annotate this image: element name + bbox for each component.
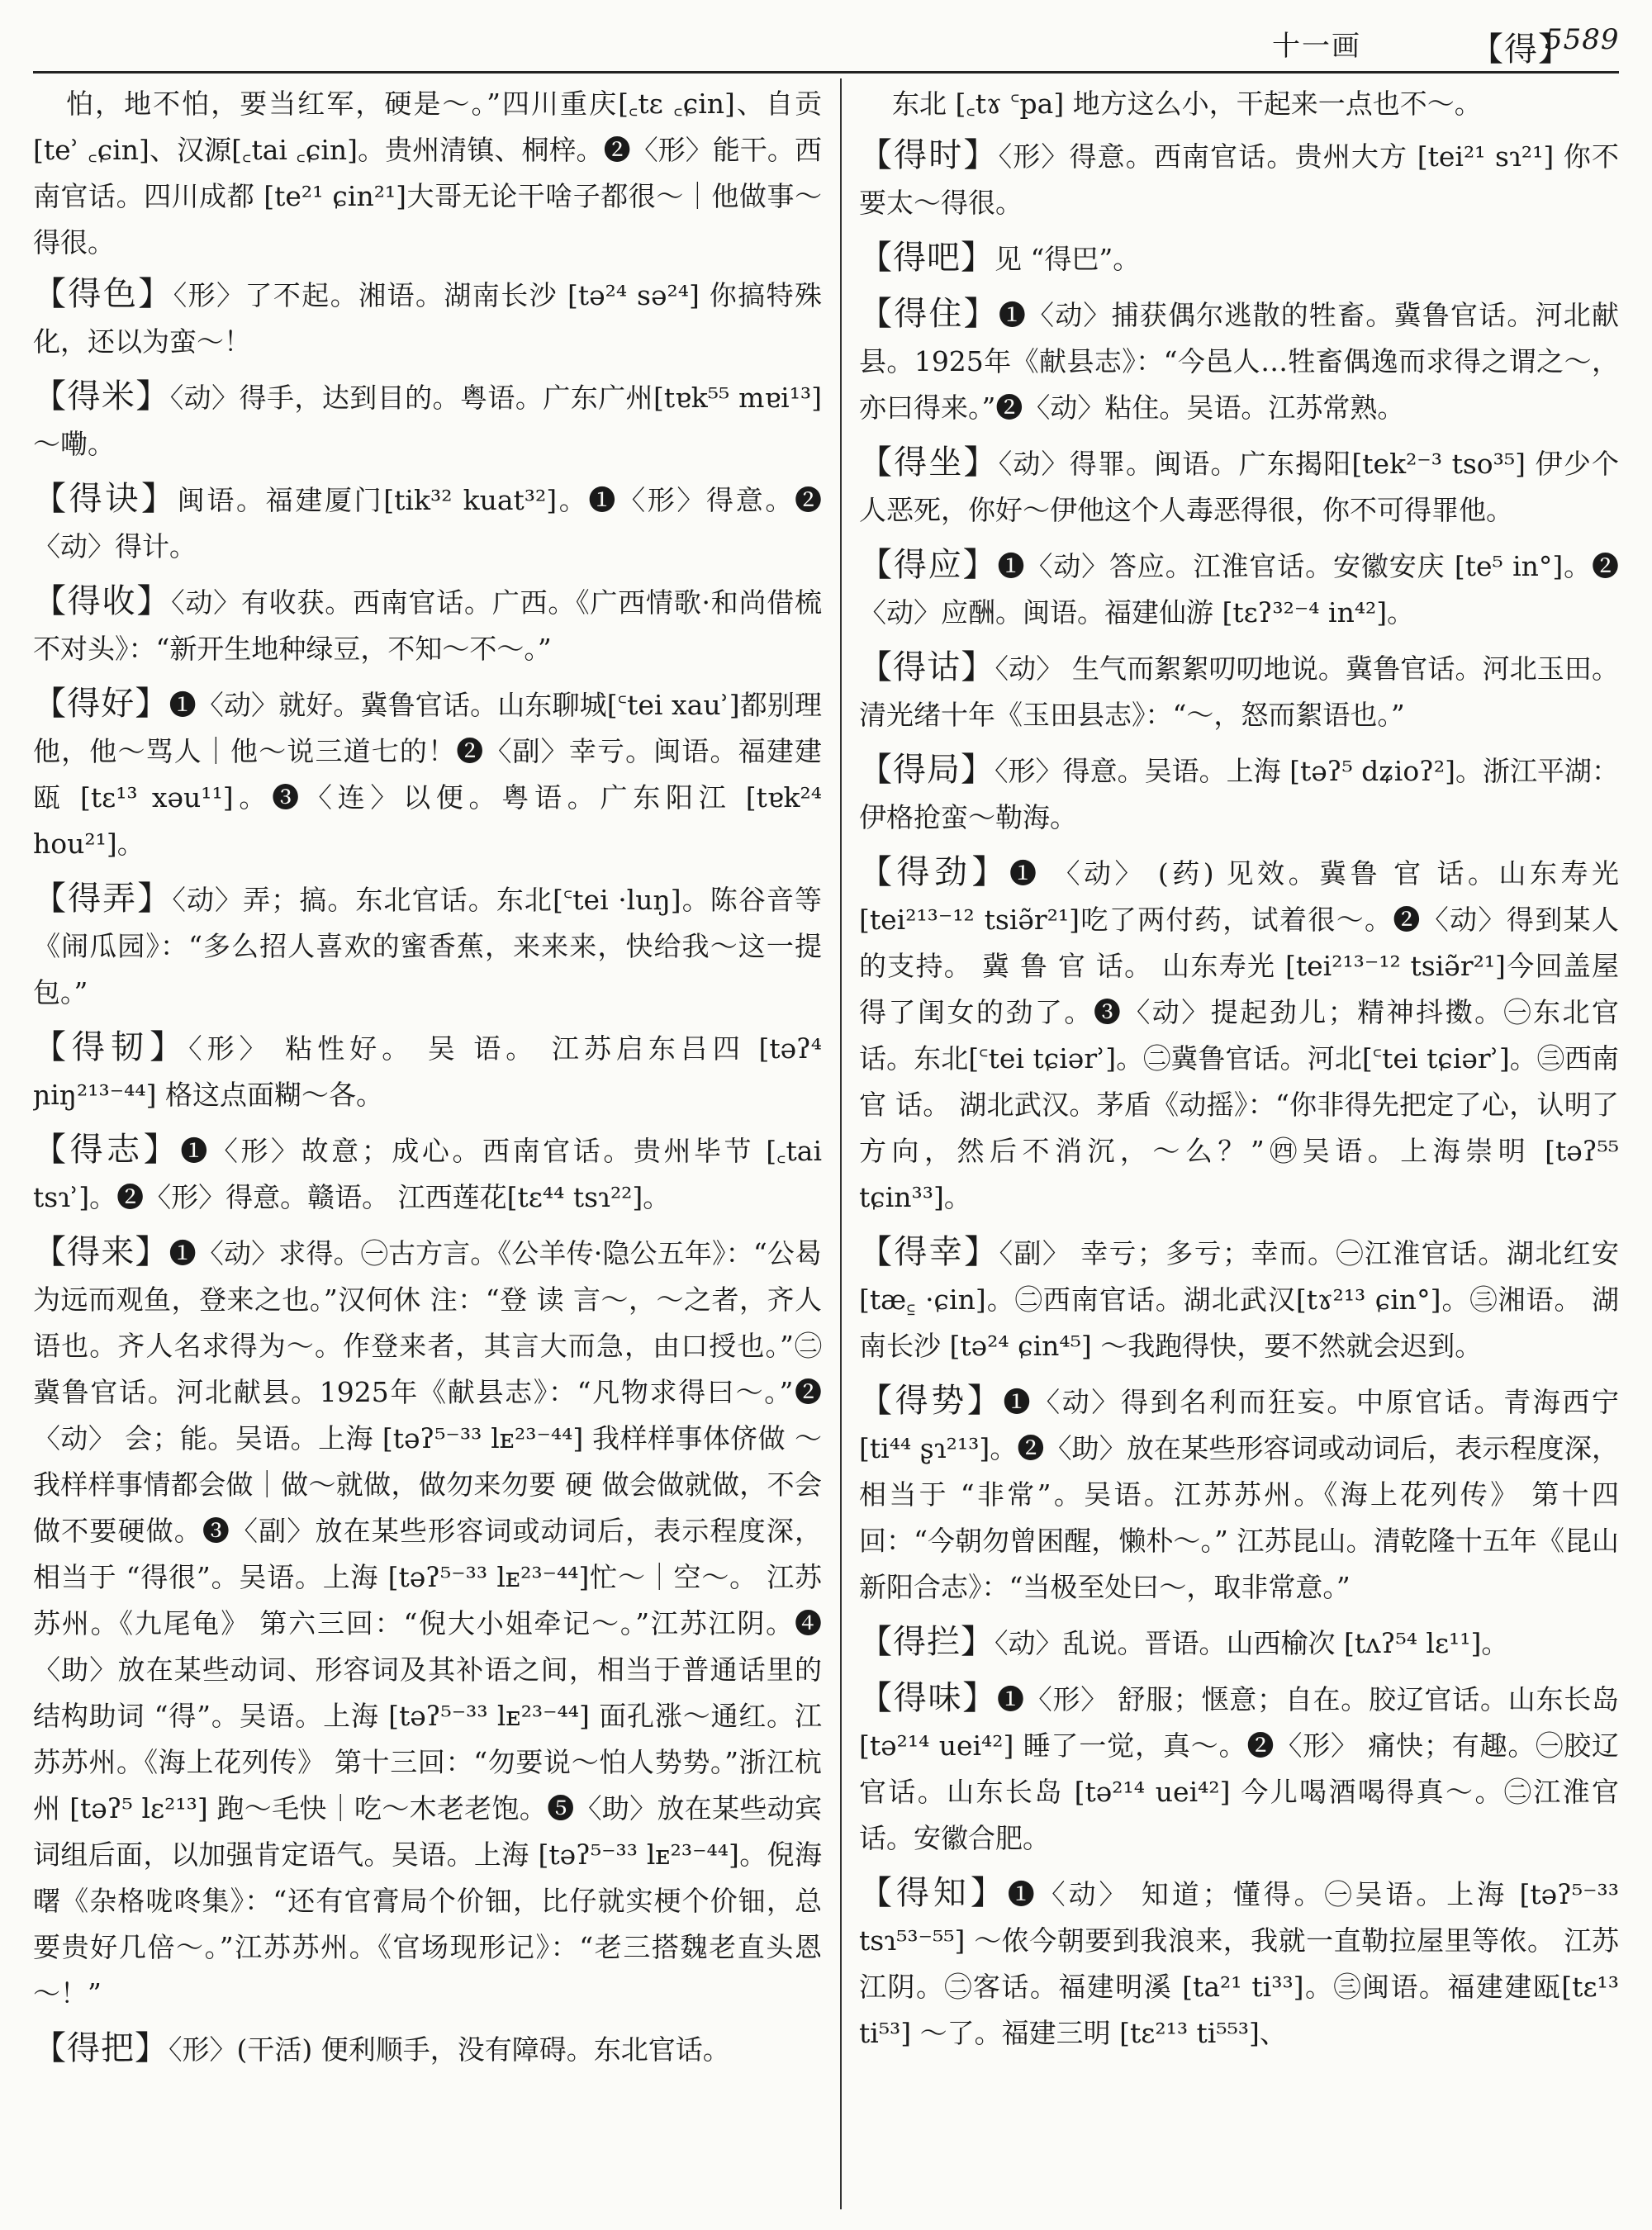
entry-headword: 【 得坐 】: [859, 444, 999, 482]
entry-headword: 【 得来 】: [33, 1233, 169, 1271]
dictionary-entry: [859, 132, 1619, 226]
entry-definition: ❶〈形〉故意；成心。西南官话。贵州毕节 [꜀tai tsɿʾ]。❷〈形〉得意。赣语。 江西莲花[tɛ⁴⁴ tsɿ²²]。: [33, 1135, 822, 1213]
dictionary-entry: [859, 1675, 1619, 1862]
entry-headword: 【 得志 】: [33, 1131, 180, 1169]
dictionary-entry: [859, 291, 1619, 431]
entry-definition: 〈形〉了不起。湘语。湖南长沙 [tə²⁴ sə²⁴] 你搞特殊化，还以为蛮～！: [33, 279, 822, 358]
entry-headword: 【 得收 】: [33, 582, 171, 620]
entry-headword: 【 得韧 】: [33, 1028, 188, 1066]
entry-definition: 〈动〉有收获。西南官话。广西。《广西情歌·和尚借梳不对头》：“新开生地种绿豆，不知～不～。”: [33, 586, 822, 665]
entry-definition: 〈副〉 幸亏；多亏；幸而。㊀江淮官话。湖北红安[tæ꜁ ·ɕin]。㊁西南官话。湖北武汉[tɤ²¹³ ɕin°]。㊂湘语。 湖南长沙 [tə²⁴ ɕin⁴⁵] ～我跑得快，要不然就会迟到。: [859, 1237, 1619, 1362]
entry-headword: 【 得拦 】: [859, 1623, 995, 1661]
entry-headword: 【 得住 】: [859, 295, 999, 333]
dictionary-entry: [859, 1619, 1619, 1667]
dictionary-entry: [33, 1024, 822, 1118]
dictionary-entry: [33, 1127, 822, 1221]
dictionary-entry: [33, 1229, 822, 2017]
dictionary-entry: [33, 271, 822, 365]
dictionary-entry: [33, 681, 822, 867]
entry-definition: 〈动〉弄；搞。东北官话。东北[꜂tei ·luŋ]。陈谷音等《闹瓜园》：“多么招人喜欢的蜜香蕉，来来来，快给我～这一提包。”: [33, 884, 822, 1008]
entry-headword: 【 得把 】: [33, 2029, 169, 2067]
dictionary-entry: [33, 578, 822, 672]
entry-definition: ❶〈动〉就好。冀鲁官话。山东聊城[꜂tei xauʾ]都别理他，他～骂人｜他～说三道七的！❷〈副〉幸亏。闽语。福建建瓯 [tɛ¹³ xəu¹¹]。❸〈连〉以便。粤语。广东阳江 [tɐk²⁴ hou²¹]。: [33, 689, 822, 860]
entry-list: [33, 271, 822, 2073]
entry-headword: 【 得知 】: [859, 1874, 1008, 1912]
entry-headword: 【 得味 】: [859, 1679, 997, 1717]
entry-definition: ❶〈形〉 舒服；惬意；自在。胶辽官话。山东长岛 [tə²¹⁴ uei⁴²] 睡了一觉，真～。❷〈形〉 痛快；有趣。㊀胶辽官话。山东长岛 [tə²¹⁴ uei⁴²] 今儿喝酒喝得真～。㊁江淮官话。安徽合肥。: [859, 1683, 1619, 1854]
continuation-text: 怕，地不怕，要当红军，硬是～。”四川重庆[꜀tɛ ꜀ɕin]、自贡[teʾ ꜀ɕin]、汉源[꜀tai ꜀ɕin]。贵州清镇、桐梓。❷〈形〉能干。西南官话。四川成都 [te²¹ ɕin²¹]大哥无论干啥子都很～｜他做事～得很。: [33, 88, 822, 259]
entry-definition: 〈形〉(干活) 便利顺手，没有障碍。东北官话。: [169, 2033, 730, 2066]
dictionary-entry: [33, 875, 822, 1016]
dictionary-entry: [859, 644, 1619, 738]
running-headword: 【 得 】: [1470, 23, 1572, 70]
entry-headword: 【 得时 】: [859, 136, 999, 174]
entry-definition: 〈动〉乱说。晋语。山西榆次 [tʌʔ⁵⁴ lɛ¹¹]。: [995, 1627, 1509, 1659]
dictionary-entry: [859, 1229, 1619, 1369]
entry-definition: 〈动〉 生气而絮絮叨叨地说。冀鲁官话。河北玉田。清光绪十年《玉田县志》：“～，怒而絮语也。”: [859, 652, 1619, 731]
entry-headword: 【 得吧 】: [859, 239, 995, 277]
dictionary-entry: [33, 476, 822, 570]
entry-definition: 〈形〉 粘性好。 吴 语。 江苏启东吕四 [təʔ⁴ ɲiŋ²¹³⁻⁴⁴] 格这点面糊～各。: [33, 1032, 822, 1111]
dictionary-entry: [859, 235, 1619, 282]
dictionary-entry: [859, 542, 1619, 636]
left-column: [33, 81, 822, 2216]
entry-headword: 【 得诂 】: [859, 648, 995, 686]
dictionary-entry: [859, 1378, 1619, 1611]
entry-headword: 【 得幸 】: [859, 1233, 999, 1271]
page-header: [1272, 23, 1620, 69]
dictionary-entry: [859, 439, 1619, 534]
dictionary-entry: [33, 2025, 822, 2073]
entry-headword: 【 得势 】: [859, 1382, 1004, 1420]
entry-definition: ❶ 〈动〉 (药) 见效。冀鲁 官 话。山东寿光 [tei²¹³⁻¹² tsiə̃r²¹]吃了两付药，试着很～。❷〈动〉得到某人的支持。 冀 鲁 官 话。 山东寿光 [tei²¹³⁻¹² tsiə̃r²¹]今回盖屋得了闺女的劲了。❸〈动〉提起劲儿；精神抖擞。㊀东北官话。东北[꜂tei tɕiərʾ]。㊁冀鲁官话。河北[꜂tei tɕiərʾ]。㊂西南 官 话。 湖北武汉。茅盾《动摇》：“你非得先把定了心，认明了方向，然后不消沉，～么？”㊃吴语。上海崇明 [təʔ⁵⁵ tɕin³³]。: [859, 857, 1619, 1213]
dictionary-entry: [33, 373, 822, 467]
entry-headword: 【 得弄 】: [33, 880, 172, 918]
entry-definition: 〈动〉得罪。闽语。广东揭阳[tek²⁻³ tso³⁵] 伊少个人恶死，你好～伊他这个人毒恶得很，你不可得罪他。: [859, 448, 1619, 526]
entry-definition: ❶〈动〉得到名利而狂妄。中原官话。青海西宁[ti⁴⁴ ʂɿ²¹³]。❷〈助〉放在某些形容词或动词后，表示程度深，相当于 “非常”。吴语。江苏苏州。《海上花列传》 第十四回：“今朝勿曾困醒，懒朴～。” 江苏昆山。清乾隆十五年《昆山新阳合志》：“当极至处曰～，取非常意。”: [859, 1386, 1619, 1603]
entry-definition: ❶〈动〉答应。江淮官话。安徽安庆 [te⁵ in°]。❷〈动〉应酬。闽语。福建仙游 [tɛʔ³²⁻⁴ in⁴²]。: [859, 550, 1619, 629]
entry-definition: ❶〈动〉求得。㊀古方言。《公羊传·隐公五年》：“公曷为远而观鱼，登来之也。”汉何休 注：“登 读 言～，～之者，齐人语也。齐人名求得为～。作登来者，其言大而急，由口授也。”㊁冀鲁官话。河北献县。1925年《献县志》：“凡物求得曰～。”❷〈动〉 会；能。吴语。上海 [təʔ⁵⁻³³ lᴇ²³⁻⁴⁴] 我样样事体侪做 ～我样样事情都会做｜做～就做，做勿来勿要 硬 做会做就做，不会做不要硬做。❸〈副〉放在某些形容词或动词后，表示程度深，相当于 “得很”。吴语。上海 [təʔ⁵⁻³³ lᴇ²³⁻⁴⁴]忙～｜空～。 江苏苏州。《九尾龟》 第六三回：“倪大小姐牵记～。”江苏江阴。❹〈助〉放在某些动词、形容词及其补语之间，相当于普通话里的结构助词 “得”。吴语。上海 [təʔ⁵⁻³³ lᴇ²³⁻⁴⁴] 面孔涨～通红。江苏苏州。《海上花列传》 第十三回：“勿要说～怕人势势。”浙江杭州 [təʔ⁵ lɛ²¹³] 跑～毛快｜吃～木老老饱。❺〈助〉放在某些动宾词组后面，以加强肯定语气。吴语。上海 [təʔ⁵⁻³³ lᴇ²³⁻⁴⁴]。倪海曙《杂格咙咚集》：“还有官膏局个价钿，比仔就实梗个价钿，总要贵好几倍～。”江苏苏州。《官场现形记》：“老三搭魏老直头恩～！”: [33, 1237, 822, 2009]
entry-definition: ❶〈动〉 知道；懂得。㊀吴语。上海 [təʔ⁵⁻³³ tsɿ⁵³⁻⁵⁵] ～侬今朝要到我浪来，我就一直勒拉屋里等侬。 江苏江阴。㊁客话。福建明溪 [ta²¹ ti³³]。㊂闽语。福建建瓯[tɛ¹³ ti⁵³] ～了。福建三明 [tɛ²¹³ ti⁵⁵³]、: [859, 1878, 1619, 2049]
section-label: 十一画: [1272, 30, 1361, 63]
dictionary-entry: [859, 849, 1619, 1221]
dictionary-entry: [859, 747, 1619, 841]
entry-list: [859, 132, 1619, 2057]
dictionary-entry: [859, 1870, 1619, 2057]
entry-headword: 【 得诀 】: [33, 480, 178, 518]
entry-headword: 【 得色 】: [33, 275, 173, 313]
right-column: [859, 81, 1619, 2216]
entry-headword: 【 得劲 】: [859, 853, 1009, 891]
entry-headword: 【 得米 】: [33, 377, 170, 415]
entry-headword: 【 得应 】: [859, 546, 998, 584]
entry-definition: 〈形〉得意。吴语。上海 [təʔ⁵ dʑioʔ²]。浙江平湖：伊格抢蛮～勒海。: [859, 755, 1619, 833]
entry-definition: 闽语。福建厦门[tik³² kuat³²]。❶〈形〉得意。❷〈动〉得计。: [33, 484, 822, 562]
entry-definition: 〈动〉得手，达到目的。粤语。广东广州[tɐk⁵⁵ mɐi¹³] ～嘞。: [33, 382, 822, 460]
entry-headword: 【 得局 】: [859, 751, 995, 789]
header-rule: [33, 71, 1619, 74]
entry-definition: ❶〈动〉捕获偶尔逃散的牲畜。冀鲁官话。河北献县。1925年《献县志》：“今邑人…牲畜偶逸而求得之谓之～，亦曰得来。”❷〈动〉粘住。吴语。江苏常熟。: [859, 299, 1619, 424]
entry-definition: 见 “得巴”。: [995, 243, 1141, 275]
entry-definition: 〈形〉得意。西南官话。贵州大方 [tei²¹ sɿ²¹] 你不要太～得很。: [859, 140, 1619, 219]
continuation-text: 东北 [꜀tɤ ꜂pa] 地方这么小，干起来一点也不～。: [892, 88, 1482, 120]
page-number: 5589: [1545, 23, 1620, 56]
column-divider: [840, 78, 842, 2209]
entry-headword: 【 得好 】: [33, 685, 169, 723]
